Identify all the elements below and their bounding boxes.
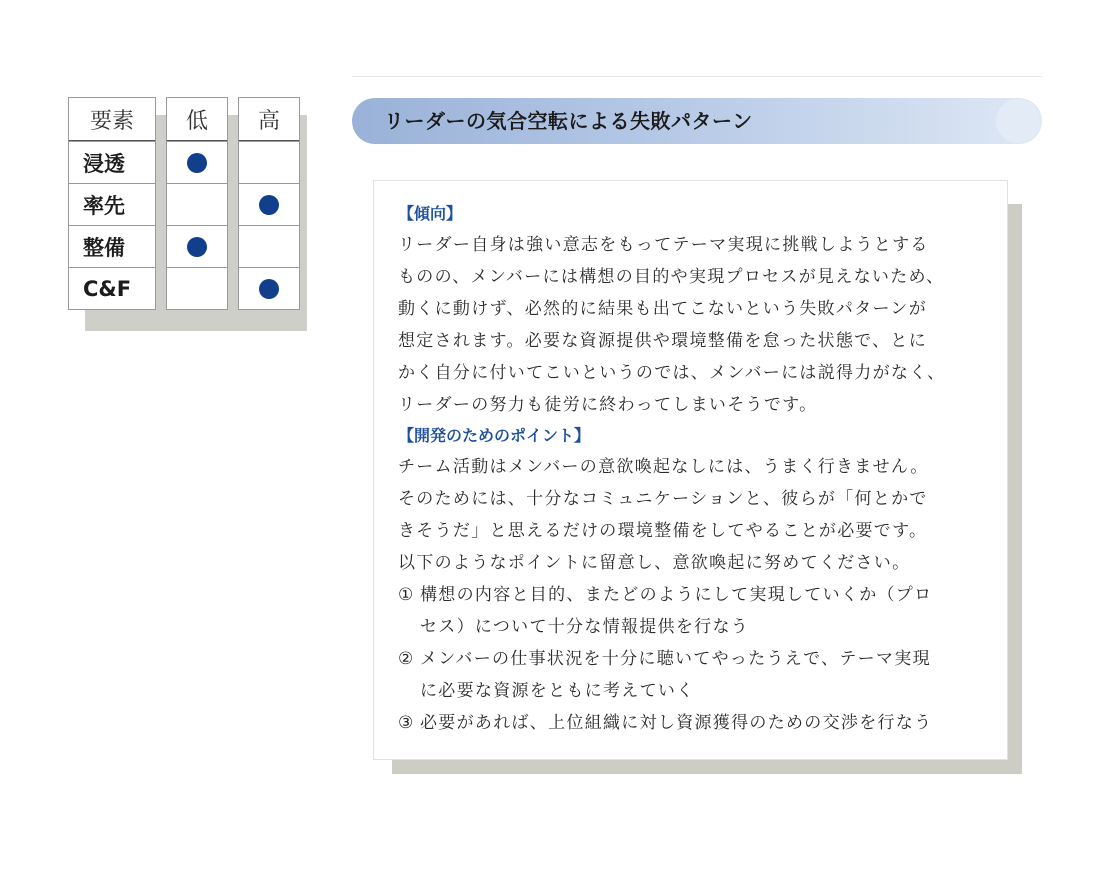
text-line: リーダー自身は強い意志をもってテーマ実現に挑戦しようとする <box>398 235 929 255</box>
low-cell <box>166 267 228 310</box>
table-grid <box>68 98 300 310</box>
points-list <box>398 579 994 739</box>
list-item-text: に必要な資源をともに考えていく <box>420 681 695 701</box>
row-label: 整備 <box>68 225 156 268</box>
text-line: そのためには、十分なコミュニケーションと、彼らが「何とかで <box>398 489 928 509</box>
list-item-text: メンバーの仕事状況を十分に聴いてやったうえで、テーマ実現 <box>420 649 931 669</box>
title-bar <box>352 98 1042 144</box>
level-dot <box>259 279 279 299</box>
text-line: 想定されます。必要な資源提供や環境整備を怠った状態で、とに <box>398 331 927 351</box>
row-label: 率先 <box>68 183 156 226</box>
header-element: 要素 <box>68 97 156 142</box>
list-item-text: 構想の内容と目的、またどのようにして実現していくか（プロ <box>420 585 933 605</box>
level-dot <box>187 237 207 257</box>
high-cell <box>238 225 300 268</box>
tendency-heading: 【傾向】 <box>398 204 463 223</box>
list-number: ① <box>398 585 415 605</box>
header-low: 低 <box>166 97 228 142</box>
list-item-text: セス）について十分な情報提供を行なう <box>420 617 750 637</box>
list-item-line <box>398 643 994 675</box>
text-line: リーダーの努力も徒労に終わってしまいそうです。 <box>398 395 818 415</box>
high-cell <box>238 183 300 226</box>
text-line: 動くに動けず、必然的に結果も出てこないという失敗パターンが <box>398 299 927 319</box>
list-item-line <box>398 675 994 707</box>
list-item-line <box>398 611 994 643</box>
list-number: ② <box>398 649 415 669</box>
page-title: リーダーの気合空転による失敗パターン <box>384 109 753 133</box>
row-label: C&F <box>68 267 156 310</box>
level-dot <box>187 153 207 173</box>
top-rule <box>352 76 1042 77</box>
description-card <box>373 180 1008 760</box>
text-line: 以下のようなポイントに留意し、意欲喚起に努めてください。 <box>398 553 911 573</box>
low-cell <box>166 141 228 184</box>
row-label: 浸透 <box>68 141 156 184</box>
points-heading: 【開発のためのポイント】 <box>398 426 591 445</box>
tendency-text <box>398 229 994 421</box>
text-line: チーム活動はメンバーの意欲喚起なしには、うまく行きません。 <box>398 457 929 477</box>
text-line: ものの、メンバーには構想の目的や実現プロセスが見えないため、 <box>398 267 945 287</box>
high-cell <box>238 141 300 184</box>
card-content <box>398 199 994 739</box>
list-item-line <box>398 579 994 611</box>
list-item-text: 必要があれば、上位組織に対し資源獲得のための交渉を行なう <box>420 713 933 733</box>
header-high: 高 <box>238 97 300 142</box>
text-line: きそうだ」と思えるだけの環境整備をしてやることが必要です。 <box>398 521 928 541</box>
title-bar-cap <box>996 99 1040 143</box>
low-cell <box>166 183 228 226</box>
low-cell <box>166 225 228 268</box>
list-item-line <box>398 707 994 739</box>
high-cell <box>238 267 300 310</box>
points-text <box>398 451 994 579</box>
list-number: ③ <box>398 713 415 733</box>
level-dot <box>259 195 279 215</box>
text-line: かく自分に付いてこいというのでは、メンバーには説得力がなく、 <box>398 363 946 383</box>
